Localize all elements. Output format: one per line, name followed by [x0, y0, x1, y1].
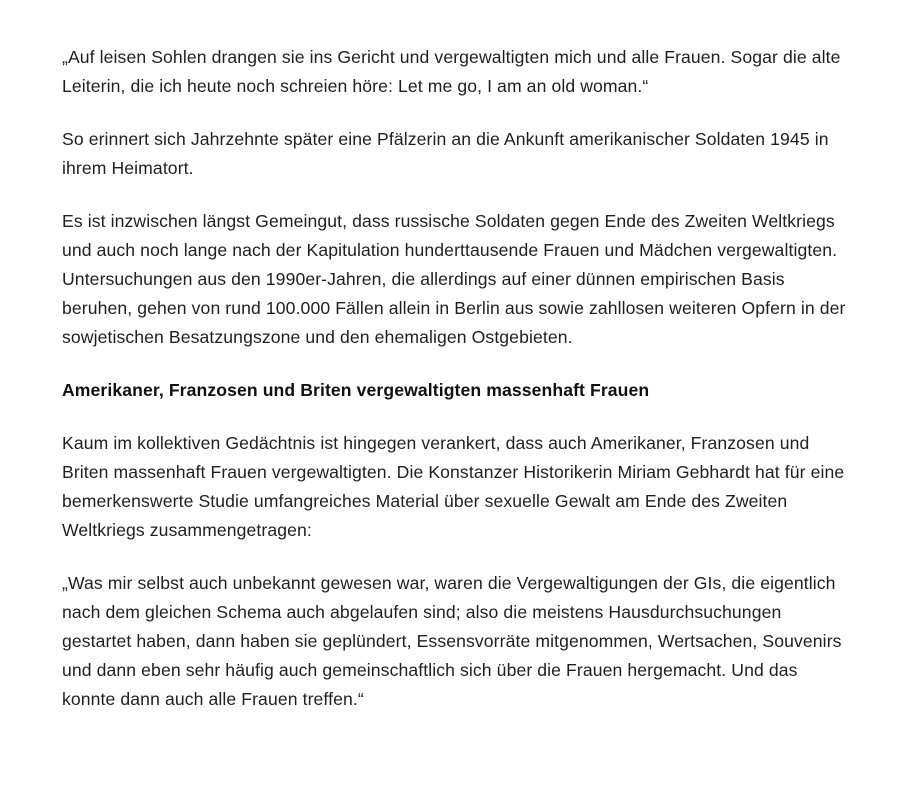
article-body [62, 43, 852, 738]
section-subheading: Amerikaner, Franzosen und Briten vergewaltigten massenhaft Frauen [62, 380, 650, 400]
study-paragraph: Kaum im kollektiven Gedächtnis ist hingegen verankert, dass auch Amerikaner, Franzosen und Briten massenhaft Frauen vergewaltigten. Die Konstanzer Historikerin Miriam Gebhardt hat für eine bemerkenswerte Studie umfangreiches Material über sexuelle Gewalt am Ende des Zweiten Weltkriegs zusammengetragen: [62, 433, 845, 540]
quote-paragraph: „Auf leisen Sohlen drangen sie ins Gericht und vergewaltigten mich und alle Frauen. Sogar die alte Leiterin, die ich heute noch schreien höre: Let me go, I am an old woman.“ [62, 47, 841, 96]
historian-quote-paragraph: „Was mir selbst auch unbekannt gewesen war, waren die Vergewaltigungen der GIs, die eigentlich nach dem gleichen Schema auch abgelaufen sind; also die meistens Hausdurchsuchungen gestartet haben, dann haben sie geplündert, Essensvorräte mitgenommen, Wertsachen, Souvenirs und dann eben sehr häufig auch gemeinschaftlich sich über die Frauen hergemacht. Und das konnte dann auch alle Frauen treffen.“ [62, 573, 842, 709]
background-paragraph: Es ist inzwischen längst Gemeingut, dass russische Soldaten gegen Ende des Zweiten Weltkriegs und auch noch lange nach der Kapitulation hunderttausende Frauen und Mädchen vergewaltigten. Untersuchungen aus den 1990er-Jahren, die allerdings auf einer dünnen empirischen Basis beruhen, gehen von rund 100.000 Fällen allein in Berlin aus sowie zahllosen weiteren Opfern in der sowjetischen Besatzungszone und den ehemaligen Ostgebieten. [62, 211, 846, 347]
context-paragraph: So erinnert sich Jahrzehnte später eine Pfälzerin an die Ankunft amerikanischer Soldaten 1945 in ihrem Heimatort. [62, 129, 829, 178]
